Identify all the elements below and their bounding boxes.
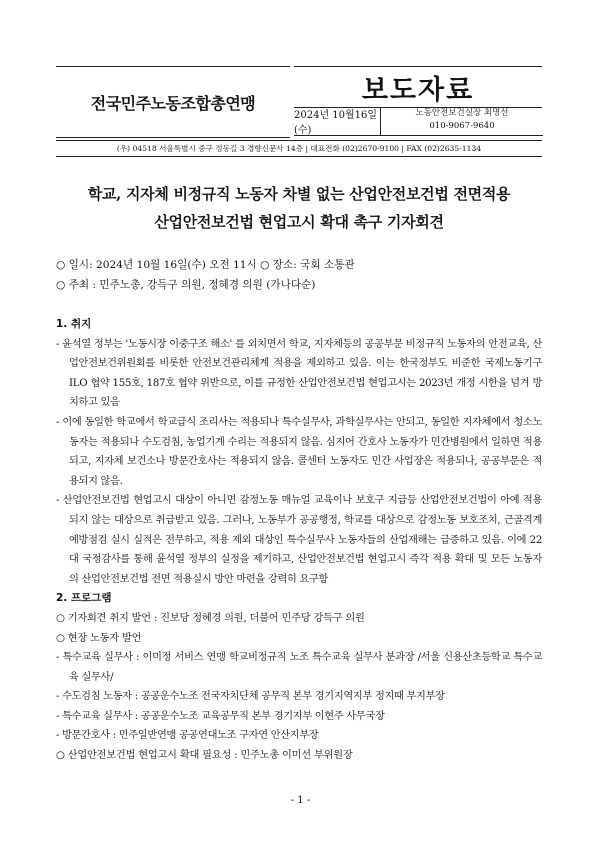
contact-info bbox=[380, 107, 543, 136]
press-release-header bbox=[56, 66, 542, 142]
address-bar: (우) 04518 서울특별시 중구 정동길 3 경향신문사 14층 | 대표전화 (02)2670-9100 | FAX (02)2635-1134 bbox=[56, 140, 542, 157]
contact-phone: 010-9067-9640 bbox=[429, 121, 495, 131]
purpose-paragraph: - 산업안전보건법 현업고시 대상이 아니면 감정노동 매뉴얼 교육이나 보호구 지급등 산업안전보건법이 아예 적용되지 않는 대상으로 취급받고 있음. 그러나, 노동부가 공공행정, 학교를 대상으로 감정노동 보호조치, 근골격계 예방점검 실시 실적은 전무하고, 적용 제외 대상인 특수실무사 노동자들의 산업재해는 급증하고 있음. 이에 22대 국정감사를 통해 윤석열 정부의 실정을 제기하고, 산업안전보건법 현업고시 즉각 적용 확대 및 모든 노동자의 산업안전보건법 전면 적용실시 방안 마련을 강력히 요구함 bbox=[56, 495, 542, 585]
press-release-box bbox=[294, 66, 542, 136]
organization-name: 전국민주노동조합총연맹 bbox=[90, 93, 256, 113]
title-line-1: 학교, 지자체 비정규직 노동자 차별 없는 산업안전보건법 전면적용 bbox=[87, 185, 511, 203]
event-datetime-place: ○ 일시: 2024년 10월 16일(수) 오전 11시 ○ 장소: 국회 소통관 bbox=[56, 259, 355, 271]
section-heading-purpose: 1. 취지 bbox=[56, 318, 92, 330]
speaker-item: - 특수교육 실무사 : 공공운수노조 교육공무직 본부 경기지부 이현주 사무국장 bbox=[56, 710, 385, 722]
contact-role: 노동안전보건실장 최명선 bbox=[415, 108, 509, 118]
title-line-2: 산업안전보건법 현업고시 확대 촉구 기자회견 bbox=[154, 213, 444, 231]
event-hosts: ○ 주최 : 민주노총, 강득구 의원, 정혜경 의원 (가나다순) bbox=[56, 279, 316, 291]
page-number: - 1 - bbox=[290, 795, 311, 806]
press-release-label: 보도자료 bbox=[361, 74, 475, 106]
program-item-opening-remarks: ○ 기자회견 취지 발언 : 진보당 정혜경 의원, 더불어 민주당 강득구 의원 bbox=[56, 612, 365, 624]
speaker-item: - 특수교육 실무사 : 이미정 서비스 연맹 학교비정규직 노조 특수교육 실무사 분과장 /서울 신용산초등학교 특수교육 실무사/ bbox=[56, 652, 542, 683]
organization-box bbox=[56, 66, 290, 138]
document-body bbox=[56, 315, 542, 766]
speaker-item: - 방문간호사 : 민주일반연맹 공공연대노조 구자연 안산지부장 bbox=[56, 730, 319, 742]
section-heading-program: 2. 프로그램 bbox=[56, 592, 112, 605]
event-info bbox=[56, 255, 542, 295]
release-date: 2024년 10월16일(수) bbox=[294, 107, 380, 136]
speaker-item: - 수도검침 노동자 : 공공운수노조 전국자치단체 공무직 본부 경기지역지부 정지때 부지부장 bbox=[56, 691, 445, 703]
document-title bbox=[56, 180, 542, 236]
purpose-paragraph: - 윤석열 정부는 '노동시장 이중구조 해소' 를 외치면서 학교, 지자체등의 공공부문 비정규직 노동자의 안전교육, 산업안전보건위원회를 비롯한 안전보건관리체계 적용을 제외하고 있음. 이는 한국정부도 비준한 국제노동기구 ILO 협약 155호, 187호 협약 위반으로, 이를 규정한 산업안전보건법 현업고시는 2023년 개정 시한을 넘겨 방치하고 있음 bbox=[56, 338, 542, 409]
program-item-necessity: ○ 산업안전보건법 현업고시 확대 필요성 : 민주노총 이미선 부위원장 bbox=[56, 750, 353, 762]
purpose-paragraph: - 이에 동일한 학교에서 학교급식 조리사는 적용되나 특수실무사, 과학실무사는 안되고, 동일한 지자체에서 청소노동자는 적용되나 수도검침, 농업기계 수리는 적용되지 않음. 심지어 간호사 노동자가 민간병원에서 일하면 적용되고, 지자체 보건소나 방문간호사는 적용되지 않음. 콜센터 노동자도 민간 사업장은 적용되나, 공공부문은 적용되지 않음. bbox=[56, 416, 542, 487]
program-item-worker-remarks: ○ 현장 노동자 발언 bbox=[56, 632, 142, 644]
press-title-row bbox=[294, 66, 542, 108]
